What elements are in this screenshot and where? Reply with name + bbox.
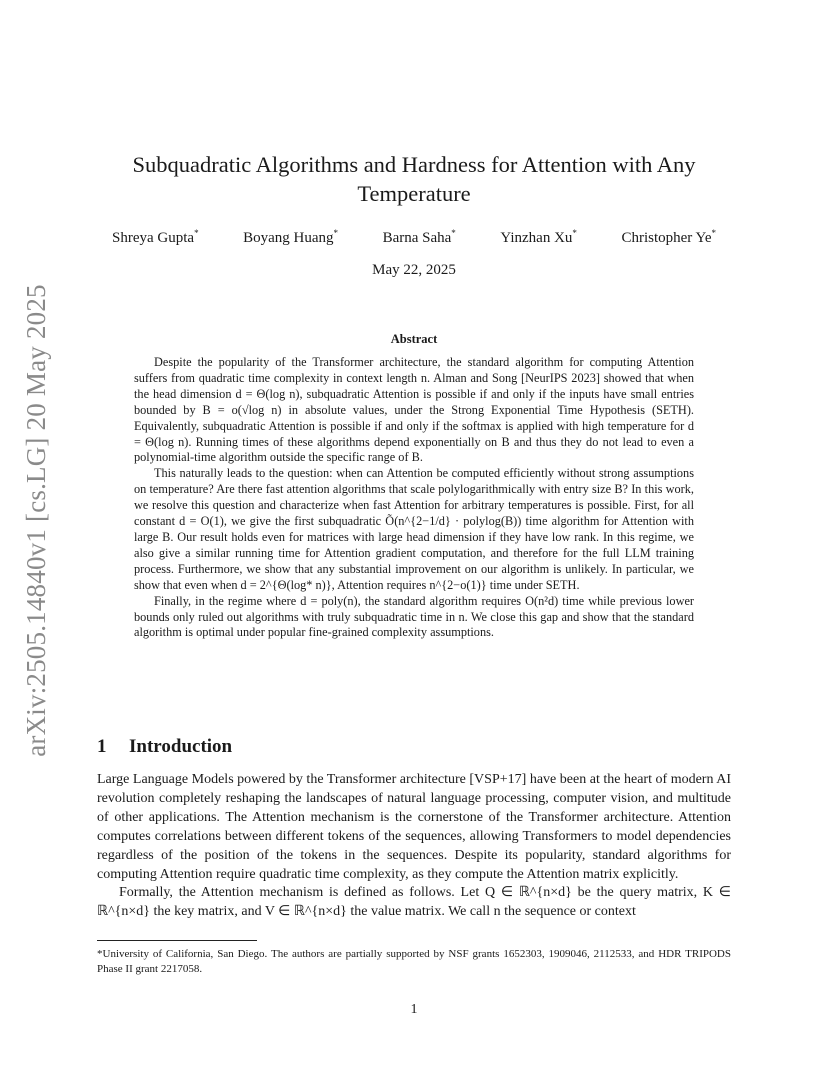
author: Yinzhan Xu* <box>500 228 577 246</box>
arxiv-stamp <box>4 240 68 800</box>
arxiv-id: arXiv:2505.14840v1 [cs.LG] 20 May 2025 <box>20 283 51 757</box>
author: Christopher Ye* <box>621 228 716 246</box>
abstract-paragraph: Despite the popularity of the Transformer architecture, the standard algorithm for computing Attention suffers from quadratic time complexity in context length n. Alman and Song [NeurIPS 2023] showed that when the head dimension d = Θ(log n), subquadratic Attention is possible if and only if the inputs have small entries bounded by B = o(√log n) in absolute values, under the Strong Exponential Time Hypothesis (SETH). Equivalently, subquadratic Attention is possible if and only if the softmax is applied with high temperature for d = Θ(log n). Running times of these algorithms depend exponentially on B and thus they do not lead to even a polynomial-time algorithm outside the specific range of B. <box>134 355 694 465</box>
abstract-body <box>134 355 694 641</box>
author: Barna Saha* <box>382 228 456 246</box>
paper-title: Subquadratic Algorithms and Hardness for Attention with Any Temperature <box>132 152 696 206</box>
page-number: 1 <box>410 1002 418 1017</box>
abstract-paragraph: Finally, in the regime where d = poly(n), the standard algorithm requires O(n²d) time while previous lower bounds only ruled out algorithms with truly subquadratic time in n. We close this gap and show that the standard algorithm is optimal under popular fine-grained complexity assumptions. <box>134 593 694 640</box>
section-heading <box>97 736 232 758</box>
abstract-paragraph: This naturally leads to the question: when can Attention be computed efficiently without strong assumptions on temperature? Are there fast attention algorithms that scale polylogarithmically with entry size B? In this work, we resolve this question and characterize when fast Attention for arbitrary temperatures is possible. First, for all constant d = O(1), we give the first subquadratic Õ(n^{2−1/d} · polylog(B)) time algorithm for Attention with large B. Our result holds even for matrices with large head dimension if they have low rank. In this regime, we also give a similar running time for Attention gradient computation, and therefore for the full LLM training process. Furthermore, we show that any substantial improvement on our algorithm is unlikely. In particular, we show that even when d = 2^{Θ(log* n)}, Attention requires n^{2−o(1)} time under SETH. <box>134 466 694 592</box>
section-number: 1 <box>97 736 107 757</box>
author: Boyang Huang* <box>243 228 339 246</box>
paper-date: May 22, 2025 <box>372 262 456 278</box>
footnote: *University of California, San Diego. The authors are partially supported by NSF grants 1652303, 1909046, 2112533, and HDR TRIPODS Phase II grant 2217058. <box>97 948 731 975</box>
section-title: Introduction <box>129 736 233 757</box>
body-paragraph: Large Language Models powered by the Transformer architecture [VSP+17] have been at the heart of modern AI revolution completely reshaping the landscapes of natural language processing, computer vision, and multitude of other applications. The Attention mechanism is the cornerstone of the Transformer architecture. Attention computes correlations between different tokens of the sequences, allowing Transformers to model dependencies regardless of the position of the tokens in the sequences. Despite its popularity, standard algorithms for computing Attention require quadratic time complexity, as they compute the Attention matrix explicitly. <box>97 772 731 882</box>
footnote-rule <box>97 940 257 941</box>
author-list <box>96 228 732 247</box>
abstract-heading: Abstract <box>390 332 438 346</box>
body-paragraph: Formally, the Attention mechanism is defined as follows. Let Q ∈ ℝ^{n×d} be the query matrix, K ∈ ℝ^{n×d} the key matrix, and V ∈ ℝ^{n×d} the value matrix. We call n the sequence or context <box>97 885 731 920</box>
author: Shreya Gupta* <box>112 228 199 246</box>
section-body <box>97 771 731 922</box>
